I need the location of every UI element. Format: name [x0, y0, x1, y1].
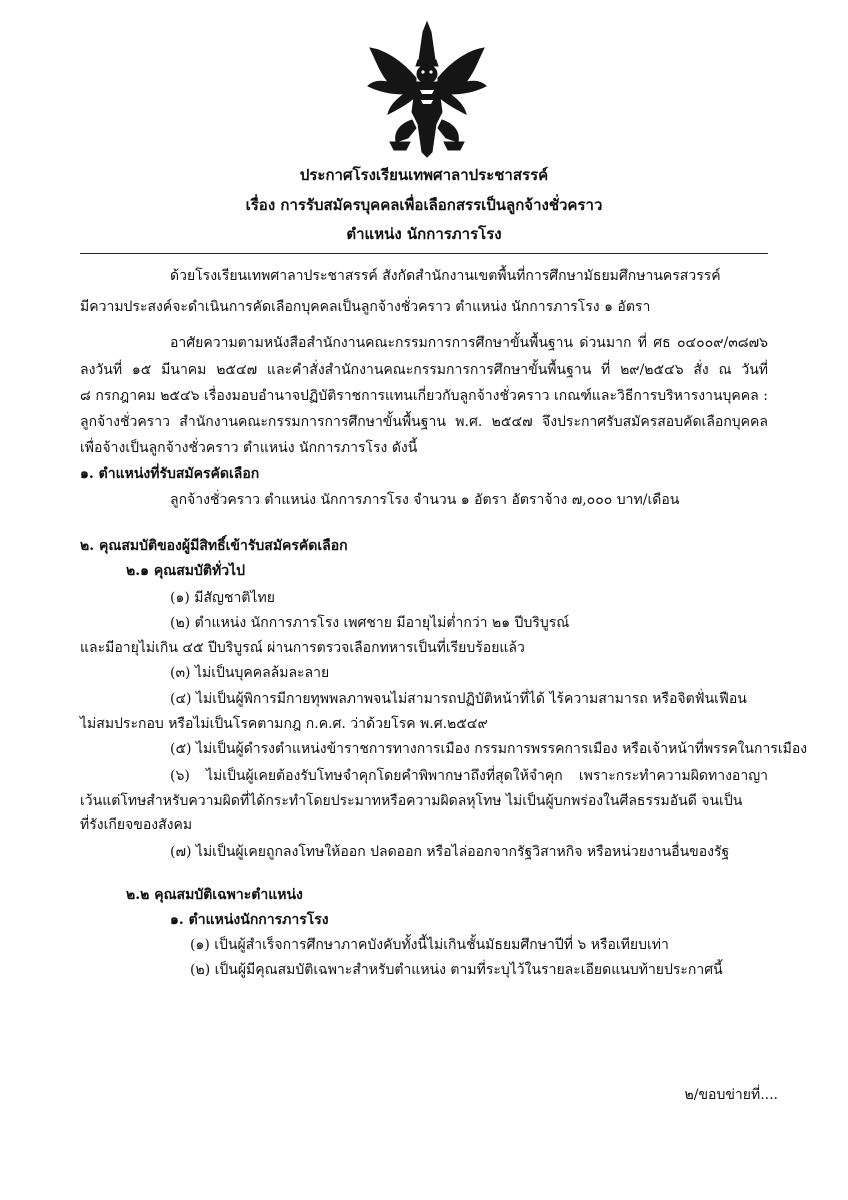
paragraph-2-line-2: ลงวันที่ ๑๕ มีนาคม ๒๕๔๗ และคำสั่งสำนักงานคณะกรรมการการศึกษาขั้นพื้นฐาน ที่ ๒๙/๒๕๔๖ สั่ง ณ วันที่ [80, 362, 768, 378]
paragraph-2-line-1: อาศัยความตามหนังสือสำนักงานคณะกรรมการการศึกษาขั้นพื้นฐาน ด่วนมาก ที่ ศธ ๐๔๐๐๙/๓๘๗๖ [170, 335, 768, 351]
header-position: ตำแหน่ง นักการภารโรง [346, 225, 502, 243]
section-2-1-title: ๒.๑ คุณสมบัติทั่วไป [126, 563, 245, 579]
paragraph-2-line-5: เพื่อจ้างเป็นลูกจ้างชั่วคราว ตำแหน่ง นักการภารโรง ดังนี้ [80, 440, 418, 456]
specific-qualification-1: (๑) เป็นผู้สำเร็จการศึกษาภาคบังคับทั้งนี้ไม่เกินชั้นมัธยมศึกษาปีที่ ๖ หรือเทียบเท่า [190, 937, 669, 953]
specific-qualification-2: (๒) เป็นผู้มีคุณสมบัติเฉพาะสำหรับตำแหน่ง ตามที่ระบุไว้ในรายละเอียดแนบท้ายประกาศนี้ [190, 962, 723, 978]
section-1-title: ๑. ตำแหน่งที่รับสมัครคัดเลือก [80, 466, 260, 482]
garuda-emblem-icon [366, 20, 488, 158]
qualification-4-line-2: ไม่สมประกอบ หรือไม่เป็นโรคตามกฎ ก.ค.ศ. ว่าด้วยโรค พ.ศ.๒๕๔๙ [80, 716, 488, 732]
header-divider [80, 253, 768, 254]
section-2-2-subtitle: ๑. ตำแหน่งนักการภารโรง [170, 912, 329, 928]
qualification-2-line-1: (๒) ตำแหน่ง นักการภารโรง เพศชาย มีอายุไม่ต่ำกว่า ๒๑ ปีบริบูรณ์ [170, 615, 570, 631]
qualification-6-line-2: เว้นแต่โทษสำหรับความผิดที่ได้กระทำโดยประมาทหรือความผิดลหุโทษ ไม่เป็นผู้บกพร่องในศีลธรรมอันดี จนเป็น [80, 793, 743, 809]
qualification-6-line-3: ที่รังเกียจของสังคม [80, 817, 193, 833]
qualification-5: (๕) ไม่เป็นผู้ดำรงตำแหน่งข้าราชการทางการเมือง กรรมการพรรคการเมือง หรือเจ้าหน้าที่พรรคในการเมือง [170, 741, 808, 757]
header-subject: เรื่อง การรับสมัครบุคคลเพื่อเลือกสรรเป็นลูกจ้างชั่วคราว [245, 196, 603, 214]
qualification-7: (๗) ไม่เป็นผู้เคยถูกลงโทษให้ออก ปลดออก หรือไล่ออกจากรัฐวิสาหกิจ หรือหน่วยงานอื่นของรัฐ [170, 844, 730, 860]
paragraph-2-line-3: ๘ กรกฎาคม ๒๕๔๖ เรื่องมอบอำนาจปฏิบัติราชการแทนเกี่ยวกับลูกจ้างชั่วคราว เกณฑ์และวิธีการบริหารงานบุคคล : [80, 388, 768, 404]
paragraph-1-line-2: มีความประสงค์จะดำเนินการคัดเลือกบุคคลเป็นลูกจ้างชั่วคราว ตำแหน่ง นักการภารโรง ๑ อัตรา [80, 299, 651, 315]
section-2-2-title: ๒.๒ คุณสมบัติเฉพาะตำแหน่ง [126, 887, 303, 903]
qualification-4-line-1: (๔) ไม่เป็นผู้พิการมีกายทุพพลภาพจนไม่สามารถปฏิบัติหน้าที่ได้ ไร้ความสามารถ หรือจิตฟั่นเฟือน [170, 691, 747, 707]
qualification-1: (๑) มีสัญชาติไทย [170, 590, 275, 606]
section-1-text: ลูกจ้างชั่วคราว ตำแหน่ง นักการภารโรง จำนวน ๑ อัตรา อัตราจ้าง ๗,๐๐๐ บาท/เดือน [170, 492, 680, 508]
qualification-6-line-1: (๖) ไม่เป็นผู้เคยต้องรับโทษจำคุกโดยคำพิพากษาถึงที่สุดให้จำคุก เพราะกระทำความผิดทางอาญา [170, 768, 768, 784]
next-page-marker: ๒/ขอบข่ายที่.... [684, 1087, 778, 1103]
qualification-3: (๓) ไม่เป็นบุคคลล้มละลาย [170, 665, 330, 681]
paragraph-1-line-1: ด้วยโรงเรียนเทพศาลาประชาสรรค์ สังกัดสำนักงานเขตพื้นที่การศึกษามัธยมศึกษานครสวรรค์ [170, 268, 721, 284]
header-school-announcement: ประกาศโรงเรียนเทพศาลาประชาสรรค์ [299, 166, 549, 184]
paragraph-2-line-4: ลูกจ้างชั่วคราว สำนักงานคณะกรรมการการศึกษาขั้นพื้นฐาน พ.ศ. ๒๕๔๗ จึงประกาศรับสมัครสอบคัดเลือกบุคคล [80, 414, 768, 430]
qualification-2-line-2: และมีอายุไม่เกิน ๔๕ ปีบริบูรณ์ ผ่านการตรวจเลือกทหารเป็นที่เรียบร้อยแล้ว [80, 640, 525, 656]
section-2-title: ๒. คุณสมบัติของผู้มีสิทธิ์เข้ารับสมัครคัดเลือก [80, 538, 348, 554]
